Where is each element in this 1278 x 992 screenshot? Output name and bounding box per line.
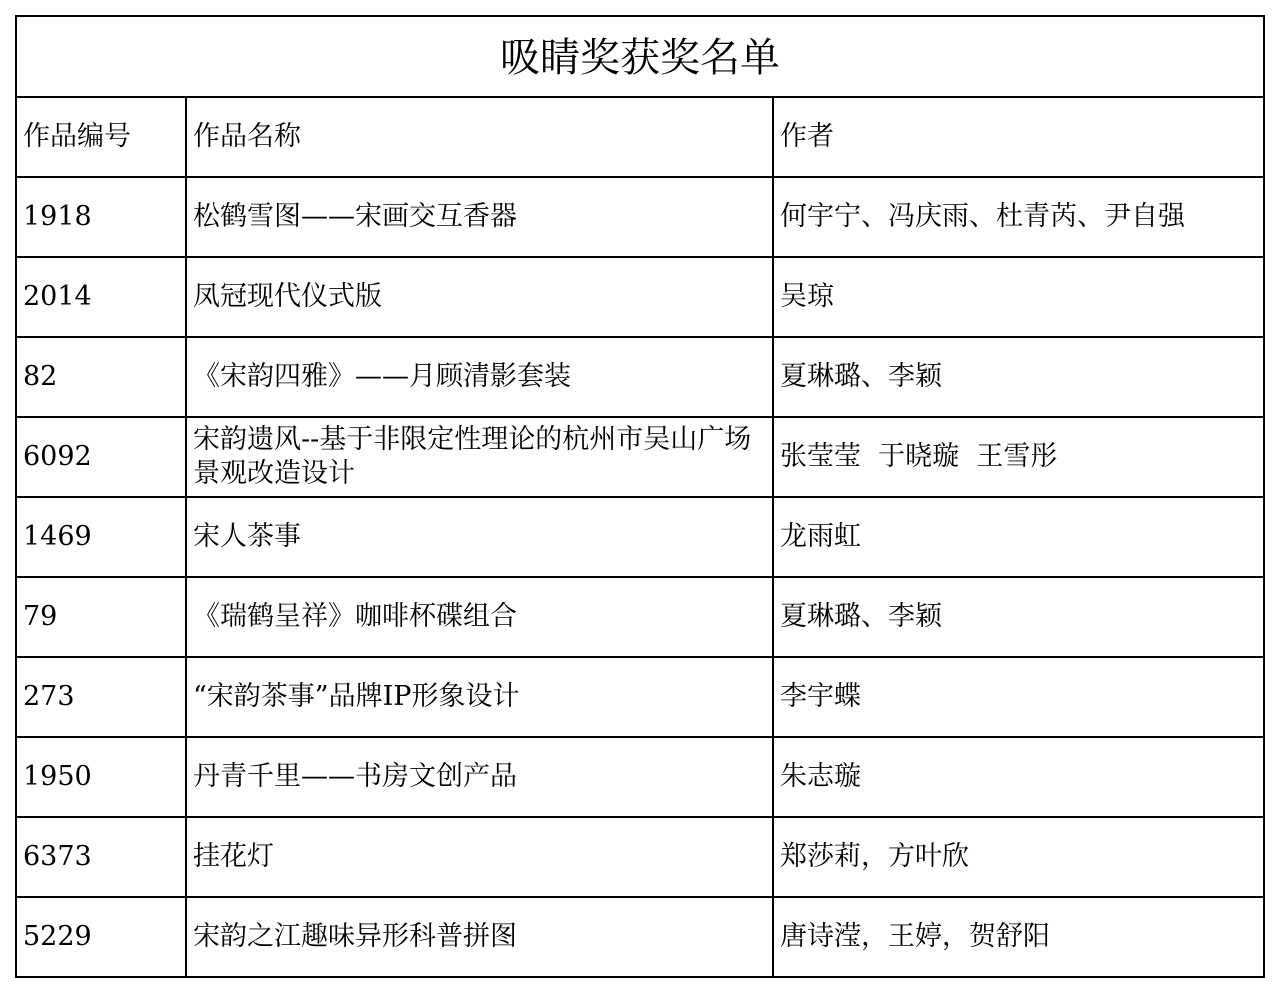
cell-id: 1950 bbox=[16, 737, 186, 817]
cell-id: 6092 bbox=[16, 417, 186, 497]
cell-id: 6373 bbox=[16, 817, 186, 897]
cell-id: 1918 bbox=[16, 177, 186, 257]
table-row bbox=[16, 177, 1264, 257]
table-row bbox=[16, 657, 1264, 737]
table-row bbox=[16, 737, 1264, 817]
header-name: 作品名称 bbox=[186, 97, 773, 177]
cell-id: 2014 bbox=[16, 257, 186, 337]
cell-author: 吴琼 bbox=[773, 257, 1264, 337]
table-row bbox=[16, 497, 1264, 577]
cell-author: 张莹莹 于晓璇 王雪彤 bbox=[773, 417, 1264, 497]
cell-author: 李宇蝶 bbox=[773, 657, 1264, 737]
cell-name: 宋人茶事 bbox=[186, 497, 773, 577]
cell-author: 郑莎莉，方叶欣 bbox=[773, 817, 1264, 897]
table-row bbox=[16, 577, 1264, 657]
header-author: 作者 bbox=[773, 97, 1264, 177]
header-id: 作品编号 bbox=[16, 97, 186, 177]
cell-name: 宋韵遗风--基于非限定性理论的杭州市吴山广场景观改造设计 bbox=[186, 417, 773, 497]
header-row bbox=[16, 97, 1264, 177]
table-row bbox=[16, 817, 1264, 897]
table-row bbox=[16, 337, 1264, 417]
cell-name: 凤冠现代仪式版 bbox=[186, 257, 773, 337]
table-title: 吸睛奖获奖名单 bbox=[16, 16, 1264, 97]
cell-id: 82 bbox=[16, 337, 186, 417]
cell-id: 1469 bbox=[16, 497, 186, 577]
cell-id: 79 bbox=[16, 577, 186, 657]
cell-name: 《宋韵四雅》——月顾清影套装 bbox=[186, 337, 773, 417]
cell-name: 丹青千里——书房文创产品 bbox=[186, 737, 773, 817]
cell-name: 《瑞鹤呈祥》咖啡杯碟组合 bbox=[186, 577, 773, 657]
cell-author: 何宇宁、冯庆雨、杜青芮、尹自强 bbox=[773, 177, 1264, 257]
cell-name: “宋韵茶事”品牌IP形象设计 bbox=[186, 657, 773, 737]
award-list-table bbox=[15, 15, 1265, 978]
table-row bbox=[16, 257, 1264, 337]
table-row bbox=[16, 417, 1264, 497]
title-row bbox=[16, 16, 1264, 97]
table-row bbox=[16, 897, 1264, 977]
cell-name: 宋韵之江趣味异形科普拼图 bbox=[186, 897, 773, 977]
cell-author: 夏琳璐、李颖 bbox=[773, 577, 1264, 657]
cell-id: 273 bbox=[16, 657, 186, 737]
cell-name: 松鹤雪图——宋画交互香器 bbox=[186, 177, 773, 257]
cell-author: 龙雨虹 bbox=[773, 497, 1264, 577]
cell-author: 唐诗滢，王婷，贺舒阳 bbox=[773, 897, 1264, 977]
cell-name: 挂花灯 bbox=[186, 817, 773, 897]
cell-author: 夏琳璐、李颖 bbox=[773, 337, 1264, 417]
cell-id: 5229 bbox=[16, 897, 186, 977]
cell-author: 朱志璇 bbox=[773, 737, 1264, 817]
